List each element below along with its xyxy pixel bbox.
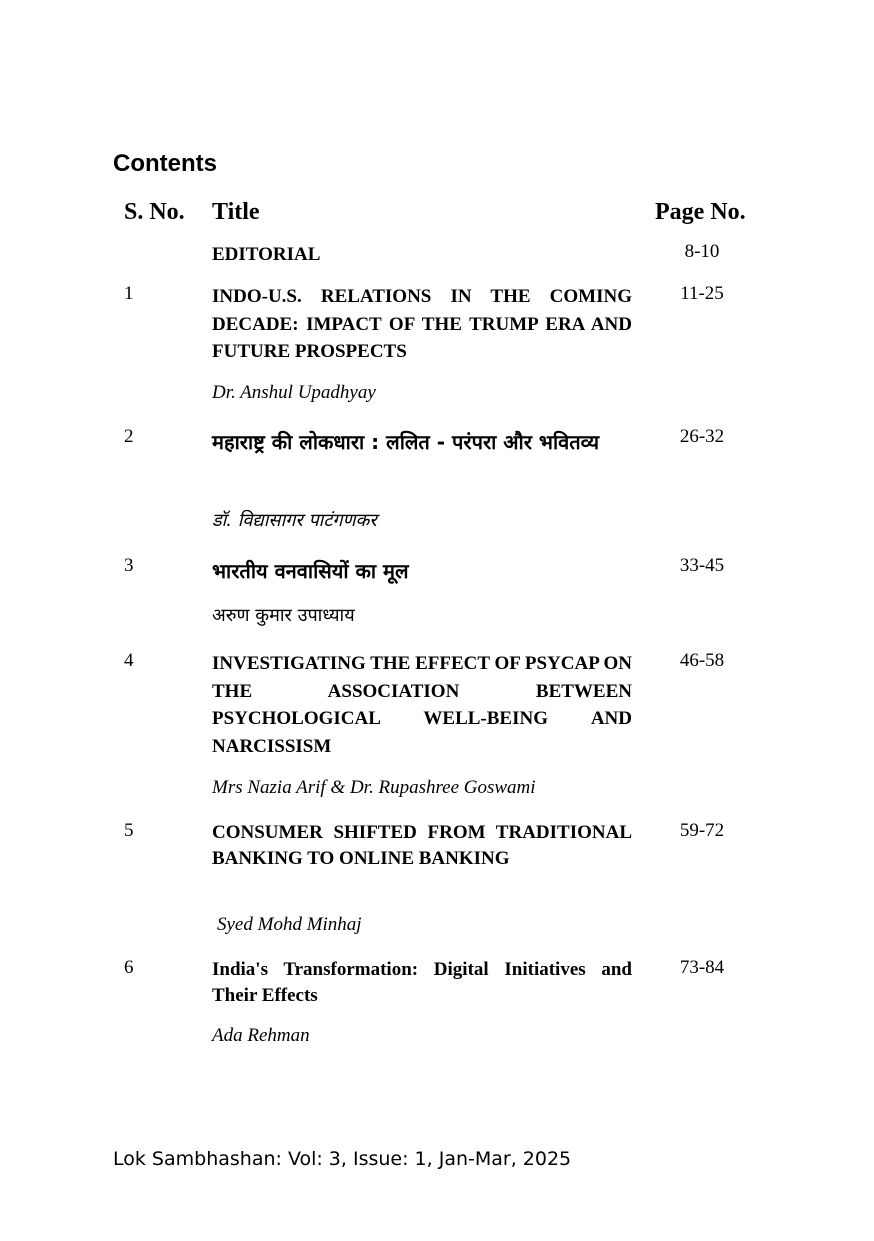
entry-title: CONSUMER SHIFTED FROM TRADITIONAL BANKING TO ONLINE BANKING [212, 822, 632, 869]
entry-pages: 8-10 [684, 241, 720, 262]
entry-pages: 46-58 [679, 650, 725, 671]
page-footer: Lok Sambhashan: Vol: 3, Issue: 1, Jan-Mar, 2025 [113, 1148, 572, 1170]
column-header-title: Title [212, 199, 260, 225]
entry-author: डॉ. विद्यासागर पाटंगणकर [212, 510, 377, 531]
entry-pages: 33-45 [679, 555, 725, 576]
entry-pages: 26-32 [679, 426, 725, 447]
entry-sno: 6 [124, 957, 134, 978]
entry-pages: 11-25 [680, 283, 724, 304]
entry-author: Ada Rehman [212, 1025, 310, 1046]
entry-sno: 5 [124, 820, 134, 841]
entry-pages: 73-84 [679, 957, 725, 978]
entry-title: INDO-U.S. RELATIONS IN THE COMING DECADE: IMPACT OF THE TRUMP ERA AND FUTURE PROSPECTS [212, 286, 632, 362]
entry-author: अरुण कुमार उपाध्याय [212, 605, 355, 626]
contents-heading: Contents [113, 150, 217, 177]
entry-sno: 3 [124, 555, 134, 576]
entry-sno: 2 [124, 426, 134, 447]
entry-author: Dr. Anshul Upadhyay [212, 382, 376, 403]
entry-author: Syed Mohd Minhaj [217, 914, 362, 935]
column-header-sno: S. No. [124, 199, 185, 225]
entry-title: India's Transformation: Digital Initiatives and Their Effects [212, 959, 632, 1006]
entry-author: Mrs Nazia Arif & Dr. Rupashree Goswami [212, 777, 536, 798]
entry-sno: 4 [124, 650, 134, 671]
entry-pages: 59-72 [679, 820, 725, 841]
entry-sno: 1 [124, 283, 134, 304]
entry-title: INVESTIGATING THE EFFECT OF PSYCAP ON THE ASSOCIATION BETWEEN PSYCHOLOGICAL WELL-BEING AND NARCISSISM [212, 653, 633, 757]
entry-title: भारतीय वनवासियों का मूल [212, 559, 409, 583]
entry-title: महाराष्ट्र की लोकधारा : ललित - परंपरा और भवितव्य [212, 430, 600, 454]
entry-title: EDITORIAL [212, 244, 321, 265]
column-header-page: Page No. [655, 199, 746, 225]
